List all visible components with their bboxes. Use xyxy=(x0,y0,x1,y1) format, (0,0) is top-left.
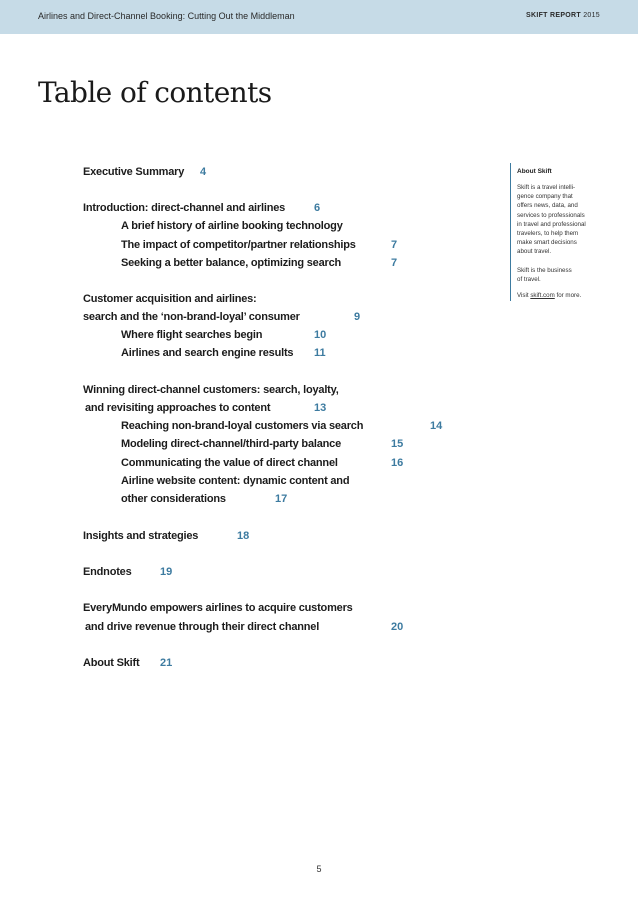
sidebar-heading: About Skift xyxy=(517,168,552,175)
sidebar-visit-suffix: for more. xyxy=(556,292,582,299)
toc-entry-insights[interactable]: Insights and strategies xyxy=(83,530,199,542)
header-bar xyxy=(0,0,638,34)
toc-page-everymundo[interactable]: 20 xyxy=(391,621,404,633)
brand-name: SKIFT REPORT xyxy=(526,12,581,19)
toc-entry-about[interactable]: About Skift xyxy=(83,657,140,669)
toc-entry-introduction[interactable]: Introduction: direct-channel and airlines xyxy=(83,202,286,214)
toc-entry-flight-searches[interactable]: Where flight searches begin xyxy=(121,329,263,341)
report-title: Airlines and Direct-Channel Booking: Cutting Out the Middleman xyxy=(38,11,295,21)
toc-entry-history[interactable]: A brief history of airline booking technology xyxy=(121,220,343,232)
toc-page-introduction[interactable]: 6 xyxy=(314,202,321,214)
about-skift-sidebar xyxy=(510,163,603,301)
sidebar-desc-line: Skift is a travel intelli- xyxy=(517,184,576,191)
toc-page-balance[interactable]: 7 xyxy=(391,257,398,269)
sidebar-tagline xyxy=(517,266,609,284)
sidebar-desc-line: services to professionals xyxy=(517,211,585,219)
toc-entry-website-line2[interactable]: other considerations xyxy=(121,493,226,505)
toc-entry-communicating[interactable]: Communicating the value of direct channel xyxy=(121,457,338,469)
toc-page-about[interactable]: 21 xyxy=(160,657,173,669)
sidebar-desc-line: about travel. xyxy=(517,248,552,256)
page-number: 5 xyxy=(316,864,322,874)
toc-page-flight-searches[interactable]: 10 xyxy=(314,329,327,341)
toc-entry-search-results[interactable]: Airlines and search engine results xyxy=(121,347,294,359)
toc-entry-executive-summary[interactable]: Executive Summary xyxy=(83,166,185,178)
toc-entry-reaching[interactable]: Reaching non-brand-loyal customers via search xyxy=(121,420,364,432)
sidebar-description xyxy=(517,183,609,257)
toc-entry-endnotes[interactable]: Endnotes xyxy=(83,566,132,578)
report-brand xyxy=(526,12,600,19)
sidebar-tagline-line: of travel. xyxy=(517,276,541,284)
toc-entry-everymundo-line1[interactable]: EveryMundo empowers airlines to acquire customers xyxy=(83,602,353,614)
toc-entry-website-line1[interactable]: Airline website content: dynamic content and xyxy=(121,475,350,487)
toc-entry-acquisition-line2[interactable]: search and the ‘non-brand-loyal’ consumer xyxy=(83,311,300,323)
toc-page-reaching[interactable]: 14 xyxy=(430,420,443,432)
toc-page-acquisition[interactable]: 9 xyxy=(354,311,361,323)
sidebar-visit-prefix: Visit xyxy=(517,292,529,299)
sidebar-desc-line: gence company that xyxy=(517,193,573,201)
toc-page-executive-summary[interactable]: 4 xyxy=(200,166,207,178)
toc-page-search-results[interactable]: 11 xyxy=(314,347,326,359)
toc-page-website[interactable]: 17 xyxy=(275,493,288,505)
report-year: 2015 xyxy=(583,12,600,19)
toc-entry-acquisition-line1[interactable]: Customer acquisition and airlines: xyxy=(83,293,257,305)
toc-page-insights[interactable]: 18 xyxy=(237,530,250,542)
toc-entry-balance[interactable]: Seeking a better balance, optimizing search xyxy=(121,257,342,269)
toc-entry-winning-line1[interactable]: Winning direct-channel customers: search, loyalty, xyxy=(83,384,339,396)
sidebar-desc-line: in travel and professional xyxy=(517,220,586,228)
toc-entry-everymundo-line2[interactable]: and drive revenue through their direct channel xyxy=(85,621,320,633)
sidebar-desc-line: offers news, data, and xyxy=(517,202,578,210)
toc-page-winning[interactable]: 13 xyxy=(314,402,327,414)
toc-page-competitor[interactable]: 7 xyxy=(391,239,398,251)
toc-page-endnotes[interactable]: 19 xyxy=(160,566,173,578)
toc-page-communicating[interactable]: 16 xyxy=(391,457,404,469)
page-title: Table of contents xyxy=(38,76,272,109)
toc-page-modeling[interactable]: 15 xyxy=(391,438,404,450)
sidebar-desc-line: make smart decisions xyxy=(517,239,577,247)
toc-entry-modeling[interactable]: Modeling direct-channel/third-party balance xyxy=(121,438,341,450)
skift-link[interactable]: skift.com xyxy=(530,292,555,299)
sidebar-visit xyxy=(517,291,609,300)
sidebar-tagline-line: Skift is the business xyxy=(517,267,572,274)
toc-entry-competitor[interactable]: The impact of competitor/partner relationships xyxy=(121,239,356,251)
toc-entry-winning-line2[interactable]: and revisiting approaches to content xyxy=(85,402,271,414)
sidebar-desc-line: travelers, to help them xyxy=(517,230,579,238)
